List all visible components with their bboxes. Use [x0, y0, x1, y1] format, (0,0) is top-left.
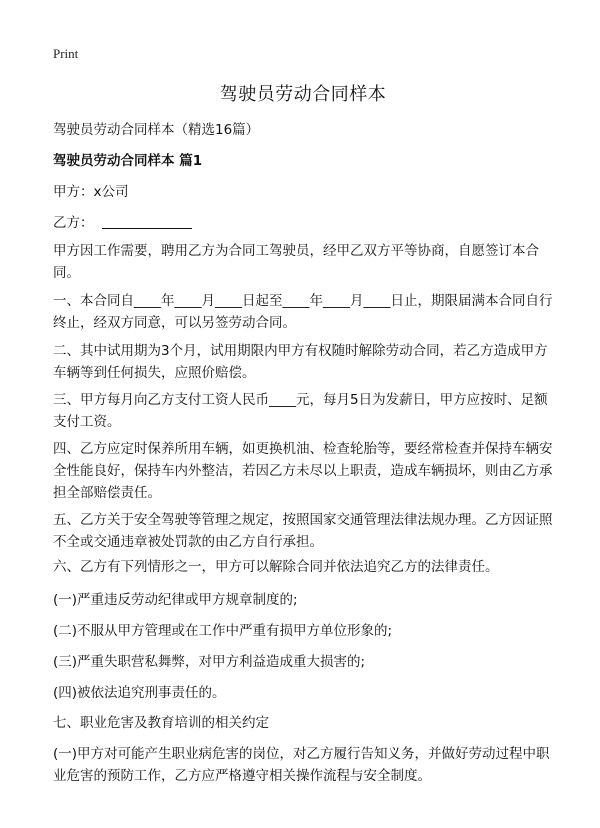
paragraph: 甲方因工作需要，聘用乙方为合同工驾驶员，经甲乙双方平等协商，自愿签订本合同。	[53, 243, 539, 281]
paragraph: 四、乙方应定时保养所用车辆，如更换机油、检查轮胎等，要经常检查并保持车辆安全性能良好，保持车内外整洁，若因乙方未尽以上职责，造成车辆损坏，则由乙方承担全部赔偿责任。	[53, 441, 553, 501]
list-item: (二)不服从甲方管理或在工作中严重有损甲方单位形象的;	[53, 623, 393, 639]
document-subtitle: 驾驶员劳动合同样本（精选16篇）	[53, 122, 260, 138]
paragraph: 一、本合同自____年____月____日起至____年____月____日止，期限届满本合同自行终止，经双方同意，可以另签劳动合同。	[53, 293, 553, 331]
party-b	[53, 212, 553, 234]
paragraph: 二、其中试用期为3个月，试用期限内甲方有权随时解除劳动合同，若乙方造成甲方车辆等到任何损失，应照价赔偿。	[53, 343, 548, 381]
paragraph: (一)甲方对可能产生职业病危害的岗位，对乙方履行告知义务，并做好劳动过程中职业危害的预防工作，乙方应严格遵守相关操作流程与安全制度。	[53, 746, 550, 784]
page-title: 驾驶员劳动合同样本	[219, 84, 387, 105]
party-b-blank	[102, 214, 192, 229]
list-item: (三)严重失职营私舞弊，对甲方利益造成重大损害的;	[53, 654, 366, 670]
list-item: (一)严重违反劳动纪律或甲方规章制度的;	[53, 592, 298, 608]
party-a: 甲方：x公司	[53, 184, 129, 200]
print-link[interactable]: Print	[53, 46, 79, 61]
list-item: (四)被依法追究刑事责任的。	[53, 685, 226, 701]
paragraph: 三、甲方每月向乙方支付工资人民币____元，每月5日为发薪日，甲方应按时、足额支付工资。	[53, 392, 548, 430]
party-b-label: 乙方：	[53, 215, 94, 231]
paragraph: 五、乙方关于安全驾驶等管理之规定，按照国家交通管理法律法规办理。乙方因证照不全或交通违章被处罚款的由乙方自行承担。	[53, 512, 553, 550]
paragraph: 七、职业危害及教育培训的相关约定	[53, 715, 269, 731]
paragraph: 六、乙方有下列情形之一，甲方可以解除合同并依法追究乙方的法律责任。	[53, 559, 499, 575]
section-heading: 驾驶员劳动合同样本 篇1	[53, 153, 203, 169]
